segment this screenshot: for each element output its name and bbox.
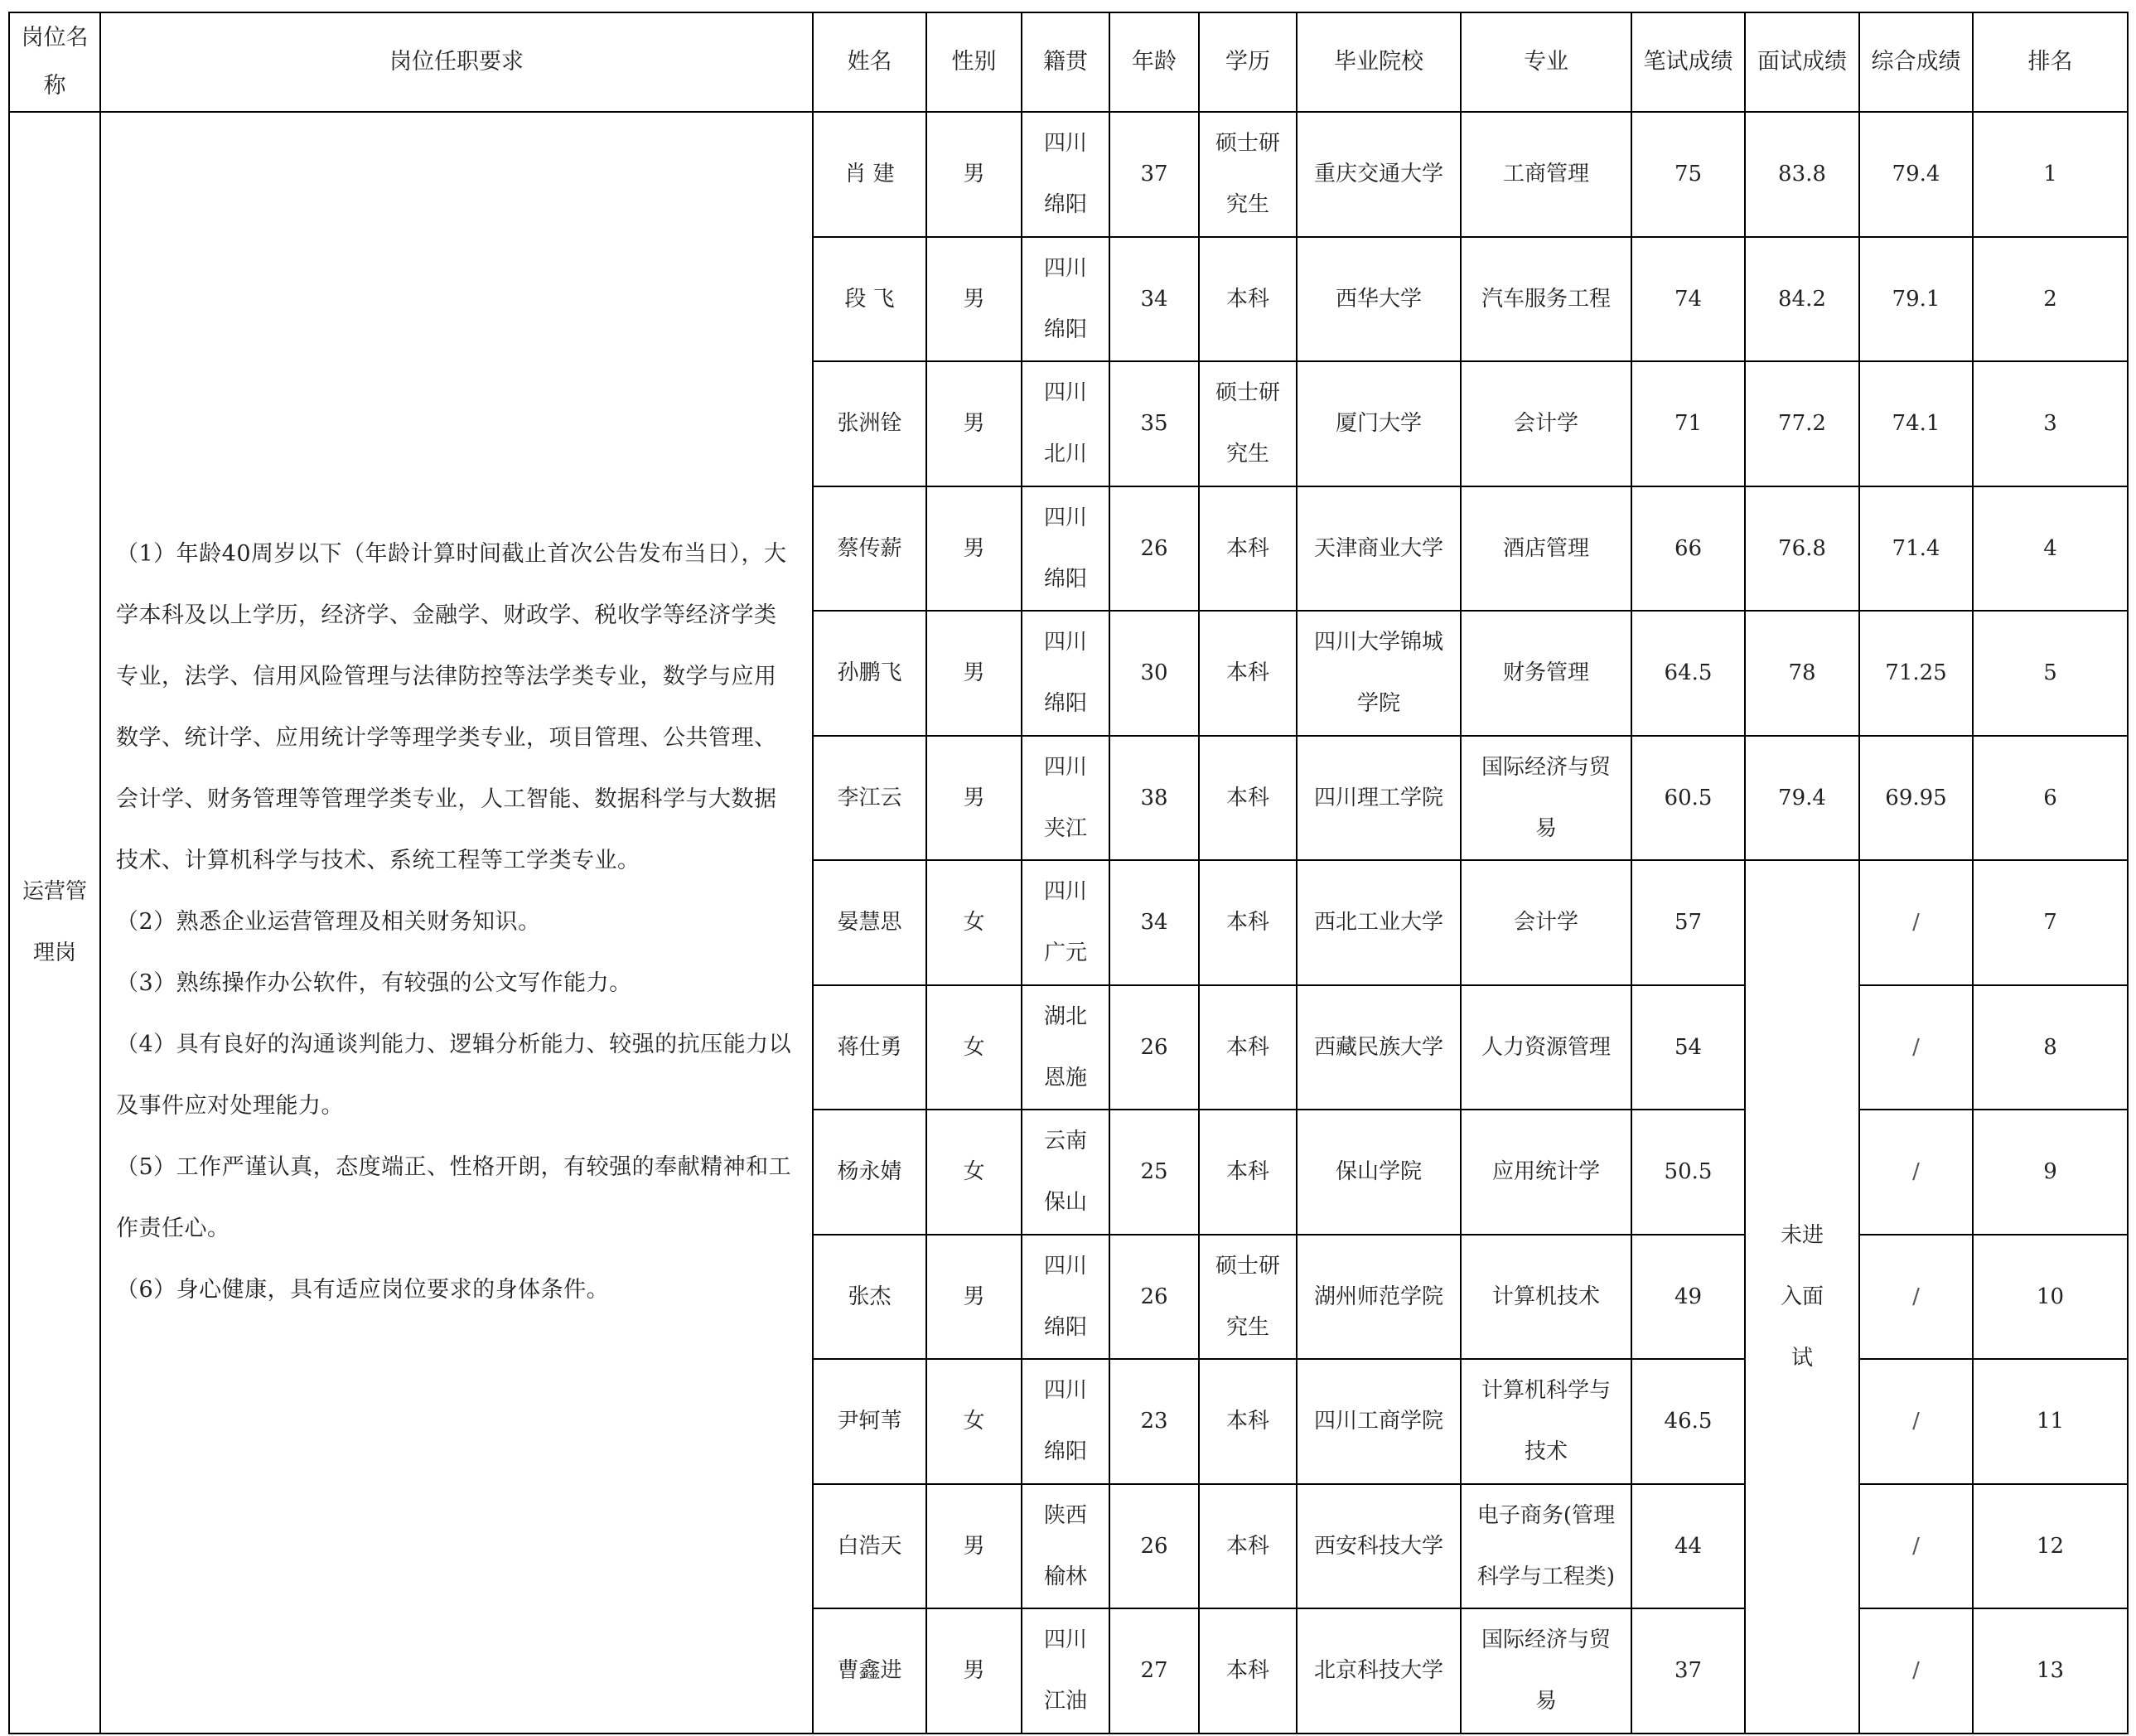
candidate-gender: 男 (926, 361, 1022, 486)
written-score: 50.5 (1631, 1110, 1745, 1235)
candidate-gender: 男 (926, 1484, 1022, 1609)
candidate-school: 西安科技大学 (1297, 1484, 1461, 1609)
candidate-gender: 女 (926, 985, 1022, 1110)
candidate-major: 工商管理 (1461, 112, 1631, 237)
written-score: 75 (1631, 112, 1745, 237)
header-position-name: 岗位名称 (9, 12, 100, 112)
candidate-name: 李江云 (813, 736, 926, 861)
candidate-name: 张杰 (813, 1235, 926, 1360)
candidate-major: 计算机科学与技术 (1461, 1359, 1631, 1484)
requirement-item: （4）具有良好的沟通谈判能力、逻辑分析能力、较强的抗压能力以及事件应对处理能力。 (116, 1032, 792, 1119)
candidate-school: 西华大学 (1297, 237, 1461, 362)
header-school: 毕业院校 (1297, 12, 1461, 112)
candidate-gender: 女 (926, 860, 1022, 985)
candidate-hometown: 四川广元 (1022, 860, 1109, 985)
candidate-name: 杨永婧 (813, 1110, 926, 1235)
candidate-age: 27 (1109, 1608, 1199, 1734)
rank: 3 (1973, 361, 2128, 486)
candidate-school: 重庆交通大学 (1297, 112, 1461, 237)
candidate-major: 国际经济与贸易 (1461, 1608, 1631, 1734)
candidate-hometown: 陕西榆林 (1022, 1484, 1109, 1609)
candidate-school: 西藏民族大学 (1297, 985, 1461, 1110)
header-education: 学历 (1199, 12, 1297, 112)
candidate-education: 本科 (1199, 736, 1297, 861)
written-score: 64.5 (1631, 611, 1745, 736)
total-score: 69.95 (1859, 736, 1973, 861)
candidate-hometown: 四川北川 (1022, 361, 1109, 486)
total-score: / (1859, 860, 1973, 985)
requirement-item: （3）熟练操作办公软件，有较强的公文写作能力。 (116, 970, 632, 997)
candidate-name: 尹轲苇 (813, 1359, 926, 1484)
interview-score: 84.2 (1745, 237, 1859, 362)
candidate-age: 26 (1109, 985, 1199, 1110)
candidate-name: 曹鑫进 (813, 1608, 926, 1734)
candidate-education: 本科 (1199, 1608, 1297, 1734)
candidate-name: 张洲铨 (813, 361, 926, 486)
candidate-education: 本科 (1199, 486, 1297, 612)
written-score: 46.5 (1631, 1359, 1745, 1484)
candidate-major: 会计学 (1461, 860, 1631, 985)
header-rank: 排名 (1973, 12, 2128, 112)
header-row (9, 12, 2128, 112)
total-score: / (1859, 1608, 1973, 1734)
requirement-item: （5）工作严谨认真，态度端正、性格开朗，有较强的奉献精神和工作责任心。 (116, 1154, 792, 1242)
candidate-age: 35 (1109, 361, 1199, 486)
candidate-name: 蔡传薪 (813, 486, 926, 612)
candidate-rows (9, 112, 2128, 1734)
table-row (9, 112, 2128, 237)
candidate-name: 晏慧思 (813, 860, 926, 985)
candidate-school: 四川理工学院 (1297, 736, 1461, 861)
candidate-education: 本科 (1199, 1484, 1297, 1609)
candidate-age: 37 (1109, 112, 1199, 237)
candidate-education: 本科 (1199, 1359, 1297, 1484)
not-interviewed-note: 未进入面试 (1745, 860, 1859, 1734)
candidate-age: 34 (1109, 860, 1199, 985)
total-score: 71.4 (1859, 486, 1973, 612)
candidate-education: 硕士研究生 (1199, 361, 1297, 486)
candidate-education: 本科 (1199, 1110, 1297, 1235)
total-score: 79.4 (1859, 112, 1973, 237)
written-score: 37 (1631, 1608, 1745, 1734)
interview-score: 79.4 (1745, 736, 1859, 861)
candidate-hometown: 四川绵阳 (1022, 237, 1109, 362)
candidate-gender: 男 (926, 1608, 1022, 1734)
candidate-gender: 男 (926, 611, 1022, 736)
rank: 1 (1973, 112, 2128, 237)
rank: 9 (1973, 1110, 2128, 1235)
rank: 11 (1973, 1359, 2128, 1484)
candidate-education: 本科 (1199, 237, 1297, 362)
candidate-major: 人力资源管理 (1461, 985, 1631, 1110)
candidate-school: 湖州师范学院 (1297, 1235, 1461, 1360)
header-written-score: 笔试成绩 (1631, 12, 1745, 112)
candidate-school: 四川大学锦城学院 (1297, 611, 1461, 736)
candidate-hometown: 四川绵阳 (1022, 611, 1109, 736)
written-score: 57 (1631, 860, 1745, 985)
candidate-hometown: 四川绵阳 (1022, 1235, 1109, 1360)
header-interview-score: 面试成绩 (1745, 12, 1859, 112)
candidate-name: 段 飞 (813, 237, 926, 362)
written-score: 74 (1631, 237, 1745, 362)
written-score: 71 (1631, 361, 1745, 486)
candidate-age: 26 (1109, 1235, 1199, 1360)
candidate-major: 酒店管理 (1461, 486, 1631, 612)
rank: 2 (1973, 237, 2128, 362)
candidate-hometown: 四川绵阳 (1022, 1359, 1109, 1484)
written-score: 60.5 (1631, 736, 1745, 861)
rank: 7 (1973, 860, 2128, 985)
candidate-major: 应用统计学 (1461, 1110, 1631, 1235)
candidate-name: 蒋仕勇 (813, 985, 926, 1110)
header-age: 年龄 (1109, 12, 1199, 112)
candidate-name: 孙鹏飞 (813, 611, 926, 736)
candidate-age: 30 (1109, 611, 1199, 736)
total-score: 71.25 (1859, 611, 1973, 736)
header-gender: 性别 (926, 12, 1022, 112)
rank: 10 (1973, 1235, 2128, 1360)
candidate-age: 26 (1109, 1484, 1199, 1609)
candidate-school: 天津商业大学 (1297, 486, 1461, 612)
total-score: / (1859, 1484, 1973, 1609)
rank: 13 (1973, 1608, 2128, 1734)
candidate-education: 硕士研究生 (1199, 1235, 1297, 1360)
candidate-name: 肖 建 (813, 112, 926, 237)
interview-score: 77.2 (1745, 361, 1859, 486)
interview-score: 83.8 (1745, 112, 1859, 237)
candidate-age: 25 (1109, 1110, 1199, 1235)
candidate-age: 34 (1109, 237, 1199, 362)
candidate-gender: 女 (926, 1110, 1022, 1235)
header-major: 专业 (1461, 12, 1631, 112)
rank: 4 (1973, 486, 2128, 612)
requirements-cell (100, 112, 813, 1734)
candidate-school: 北京科技大学 (1297, 1608, 1461, 1734)
candidate-education: 本科 (1199, 985, 1297, 1110)
candidate-hometown: 四川绵阳 (1022, 486, 1109, 612)
requirement-item: （6）身心健康，具有适应岗位要求的身体条件。 (116, 1277, 610, 1303)
total-score: / (1859, 1359, 1973, 1484)
candidate-major: 电子商务(管理科学与工程类) (1461, 1484, 1631, 1609)
candidate-major: 汽车服务工程 (1461, 237, 1631, 362)
candidate-education: 硕士研究生 (1199, 112, 1297, 237)
written-score: 49 (1631, 1235, 1745, 1360)
written-score: 44 (1631, 1484, 1745, 1609)
candidate-hometown: 四川夹江 (1022, 736, 1109, 861)
candidate-major: 计算机技术 (1461, 1235, 1631, 1360)
candidate-school: 保山学院 (1297, 1110, 1461, 1235)
position-name: 运营管理岗 (9, 112, 100, 1734)
written-score: 54 (1631, 985, 1745, 1110)
candidate-hometown: 云南保山 (1022, 1110, 1109, 1235)
candidate-age: 23 (1109, 1359, 1199, 1484)
header-requirements: 岗位任职要求 (100, 12, 813, 112)
candidate-hometown: 四川绵阳 (1022, 112, 1109, 237)
candidate-school: 厦门大学 (1297, 361, 1461, 486)
candidate-hometown: 湖北恩施 (1022, 985, 1109, 1110)
candidate-major: 国际经济与贸易 (1461, 736, 1631, 861)
rank: 12 (1973, 1484, 2128, 1609)
candidate-education: 本科 (1199, 611, 1297, 736)
candidate-school: 四川工商学院 (1297, 1359, 1461, 1484)
requirement-item: （1）年龄40周岁以下（年龄计算时间截止首次公告发布当日），大学本科及以上学历，经济学、金融学、财政学、税收学等经济学类专业，法学、信用风险管理与法律防控等法学类专业，数学与应用数学、统计学、应用统计学等理学类专业，项目管理、公共管理、会计学、财务管理等管理学类专业，人工智能、数据科学与大数据技术、计算机科学与技术、系统工程等工学类专业。 (116, 541, 787, 874)
header-hometown: 籍贯 (1022, 12, 1109, 112)
requirement-item: （2）熟悉企业运营管理及相关财务知识。 (116, 909, 541, 936)
candidate-gender: 男 (926, 112, 1022, 237)
candidate-age: 26 (1109, 486, 1199, 612)
candidate-gender: 女 (926, 1359, 1022, 1484)
interview-score: 76.8 (1745, 486, 1859, 612)
total-score: 79.1 (1859, 237, 1973, 362)
candidate-gender: 男 (926, 1235, 1022, 1360)
candidate-gender: 男 (926, 486, 1022, 612)
rank: 8 (1973, 985, 2128, 1110)
candidate-major: 会计学 (1461, 361, 1631, 486)
candidate-age: 38 (1109, 736, 1199, 861)
interview-score: 78 (1745, 611, 1859, 736)
total-score: / (1859, 1110, 1973, 1235)
candidate-gender: 男 (926, 237, 1022, 362)
candidate-education: 本科 (1199, 860, 1297, 985)
header-name: 姓名 (813, 12, 926, 112)
candidate-hometown: 四川江油 (1022, 1608, 1109, 1734)
rank: 6 (1973, 736, 2128, 861)
candidate-results-table (8, 12, 2129, 1734)
rank: 5 (1973, 611, 2128, 736)
candidate-gender: 男 (926, 736, 1022, 861)
total-score: / (1859, 1235, 1973, 1360)
total-score: / (1859, 985, 1973, 1110)
written-score: 66 (1631, 486, 1745, 612)
candidate-name: 白浩天 (813, 1484, 926, 1609)
candidate-major: 财务管理 (1461, 611, 1631, 736)
candidate-school: 西北工业大学 (1297, 860, 1461, 985)
total-score: 74.1 (1859, 361, 1973, 486)
header-total-score: 综合成绩 (1859, 12, 1973, 112)
